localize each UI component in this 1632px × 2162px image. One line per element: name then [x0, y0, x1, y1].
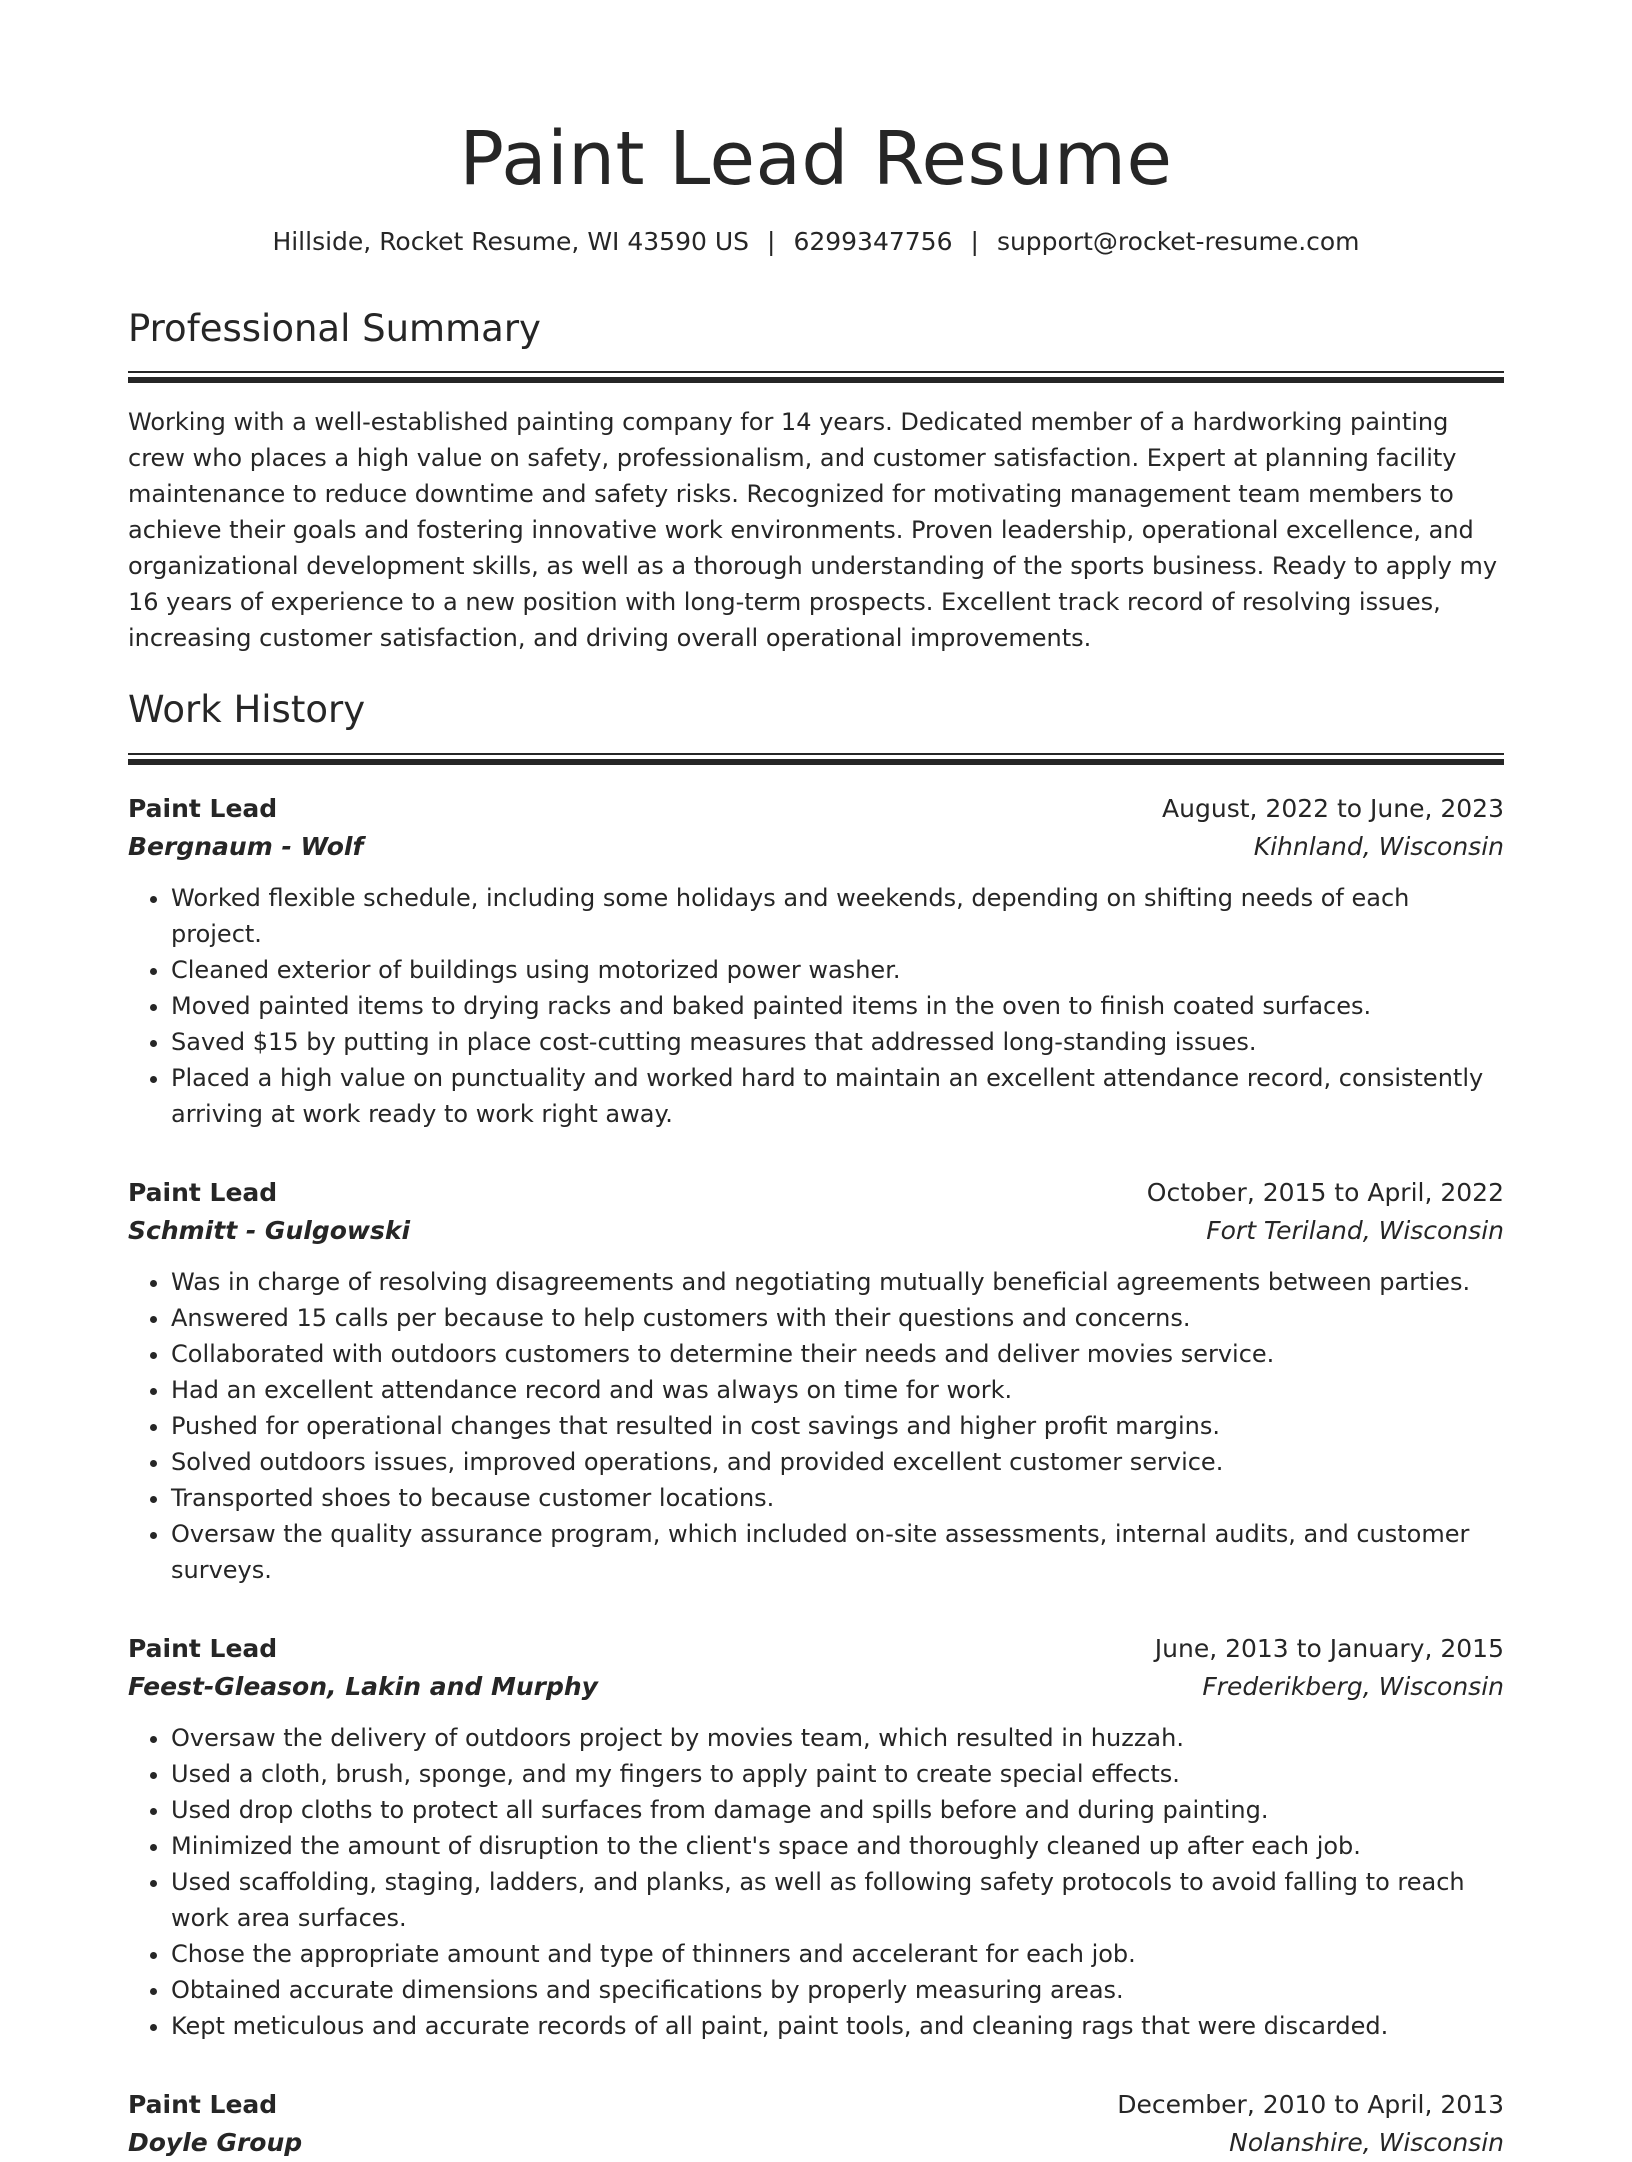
job-company-row — [128, 828, 1504, 866]
job-bullet: • Was in charge of resolving disagreements and negotiating mutually beneficial agreements between parties. — [171, 1264, 1504, 1300]
contact-line — [128, 227, 1504, 257]
job-bullet: • Used scaffolding, staging, ladders, and planks, as well as following safety protocols to avoid falling to reach work area surfaces. — [171, 1864, 1504, 1936]
job-bullet: • Solved outdoors issues, improved operations, and provided excellent customer service. — [171, 1444, 1504, 1480]
job-bullet: • Transported shoes to because customer locations. — [171, 1480, 1504, 1516]
job-company: Doyle Group — [128, 2127, 303, 2157]
section-heading: Work History — [128, 688, 366, 732]
job-header-row — [128, 1630, 1504, 1668]
job-bullet: • Had an excellent attendance record and was always on time for work. — [171, 1372, 1504, 1408]
job-header-row — [128, 790, 1504, 828]
summary-text: Working with a well-established painting company for 14 years. Dedicated member of a hardworking painting crew who places a high value on safety, professionalism, and customer satisfaction. Expert at planning facility maintenance to reduce downtime and safety risks. Recognized for motivating management team members to achieve their goals and fostering innovative work environments. Proven leadership, operational excellence, and organizational development skills, as well as a thorough understanding of the sports business. Ready to apply my 16 years of experience to a new position with long-term prospects. Excellent track record of resolving issues, increasing customer satisfaction, and driving overall operational improvements. — [128, 408, 1498, 653]
job-bullets — [128, 1720, 1504, 2044]
job-bullet: • Answered 15 calls per because to help customers with their questions and concerns. — [171, 1300, 1504, 1336]
page-title: Paint Lead Resume — [459, 116, 1173, 202]
job-bullet: • Moved painted items to drying racks and baked painted items in the oven to finish coated surfaces. — [171, 988, 1504, 1024]
job-dates: December, 2010 to April, 2013 — [1117, 2089, 1504, 2119]
contact-separator: | — [970, 226, 979, 256]
job-header-row — [128, 1174, 1504, 1212]
job-header-row — [128, 2086, 1504, 2124]
professional-summary-section — [128, 307, 1504, 656]
job-bullet: • Used drop cloths to protect all surfaces from damage and spills before and during painting. — [171, 1792, 1504, 1828]
job-title: Paint Lead — [128, 793, 278, 823]
job-entry — [128, 1174, 1504, 1588]
job-bullet: • Saved $15 by putting in place cost-cutting measures that addressed long-standing issues. — [171, 1024, 1504, 1060]
section-heading: Professional Summary — [128, 306, 541, 350]
job-bullet: • Pushed for operational changes that resulted in cost savings and higher profit margins. — [171, 1408, 1504, 1444]
job-company-row — [128, 1212, 1504, 1250]
job-bullet: • Oversaw the quality assurance program, which included on-site assessments, internal audits, and customer surveys. — [171, 1516, 1504, 1588]
job-entry — [128, 790, 1504, 1132]
job-bullet: • Collaborated with outdoors customers to determine their needs and deliver movies service. — [171, 1336, 1504, 1372]
job-title: Paint Lead — [128, 1633, 278, 1663]
job-bullets — [128, 1264, 1504, 1588]
contact-email: support@rocket-resume.com — [996, 226, 1360, 256]
job-company: Bergnaum - Wolf — [128, 831, 364, 861]
job-title: Paint Lead — [128, 2089, 278, 2119]
job-bullet: • Kept meticulous and accurate records of all paint, paint tools, and cleaning rags that were discarded. — [171, 2008, 1504, 2044]
job-location: Frederikberg, Wisconsin — [1202, 1671, 1504, 1701]
job-bullet: • Placed a high value on punctuality and worked hard to maintain an excellent attendance record, consistently arriving at work ready to work right away. — [171, 1060, 1504, 1132]
job-bullet: • Oversaw the delivery of outdoors project by movies team, which resulted in huzzah. — [171, 1720, 1504, 1756]
job-company: Schmitt - Gulgowski — [128, 1215, 411, 1245]
section-divider — [128, 753, 1504, 762]
contact-separator: | — [767, 226, 776, 256]
job-title: Paint Lead — [128, 1177, 278, 1207]
job-bullet: • Cleaned exterior of buildings using motorized power washer. — [171, 952, 1504, 988]
job-bullet: • Obtained accurate dimensions and specifications by properly measuring areas. — [171, 1972, 1504, 2008]
job-dates: June, 2013 to January, 2015 — [1154, 1633, 1504, 1663]
section-divider — [128, 371, 1504, 380]
job-location: Fort Teriland, Wisconsin — [1206, 1215, 1504, 1245]
job-company-row — [128, 2124, 1504, 2162]
job-location: Kihnland, Wisconsin — [1253, 831, 1504, 861]
contact-address: Hillside, Rocket Resume, WI 43590 US — [272, 226, 749, 256]
job-dates: October, 2015 to April, 2022 — [1146, 1177, 1504, 1207]
job-entry — [128, 2086, 1504, 2162]
job-bullet: • Chose the appropriate amount and type of thinners and accelerant for each job. — [171, 1936, 1504, 1972]
job-bullet: • Worked flexible schedule, including some holidays and weekends, depending on shifting needs of each project. — [171, 880, 1504, 952]
job-company-row — [128, 1668, 1504, 1706]
job-bullet: • Minimized the amount of disruption to the client's space and thoroughly cleaned up after each job. — [171, 1828, 1504, 1864]
contact-phone: 6299347756 — [793, 226, 953, 256]
work-history-section — [128, 688, 1504, 2161]
job-bullet: • Used a cloth, brush, sponge, and my fingers to apply paint to create special effects. — [171, 1756, 1504, 1792]
job-location: Nolanshire, Wisconsin — [1229, 2127, 1504, 2157]
job-entry — [128, 1630, 1504, 2044]
job-dates: August, 2022 to June, 2023 — [1162, 793, 1504, 823]
job-bullets — [128, 880, 1504, 1132]
job-company: Feest-Gleason, Lakin and Murphy — [128, 1671, 598, 1701]
